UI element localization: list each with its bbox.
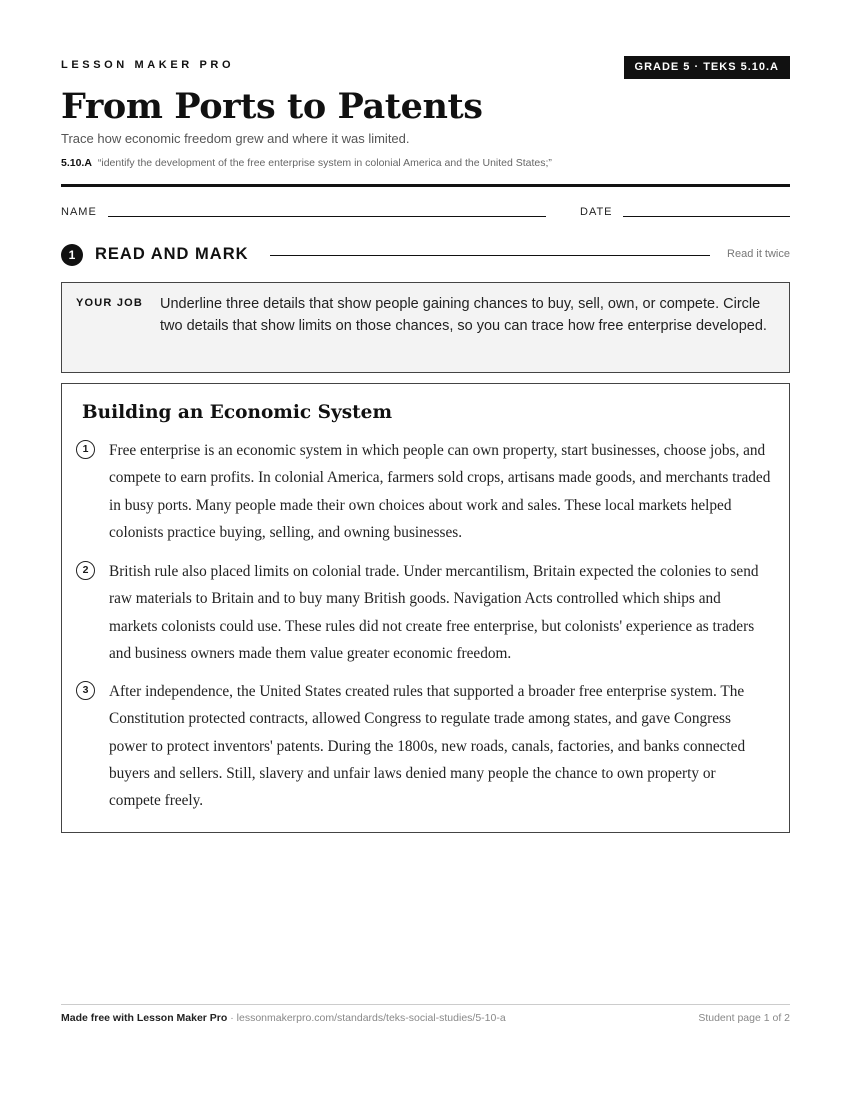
page-title: From Ports to Patents: [61, 86, 483, 127]
paragraph-number: 1: [76, 440, 95, 459]
instructions-text: Underline three details that show people gaining chances to buy, sell, own, or compete. Circle two details that show limits on those chances, so you can trace how free enterprise developed.: [160, 296, 767, 334]
header-bar: [61, 56, 790, 78]
paragraph-text: British rule also placed limits on colonial trade. Under mercantilism, Britain expected the colonies to send raw materials to Britain and to buy many British goods. Navigation Acts controlled which ships and markets colonists could use. These rules did not create free enterprise, but colonists' experience as traders and business owners made them value greater economic freedom.: [109, 563, 759, 662]
section-note: Read it twice: [727, 248, 790, 260]
footer-page-number: Student page 1 of 2: [698, 1012, 790, 1024]
section-header: [61, 244, 790, 266]
paragraph-number: 3: [76, 681, 95, 700]
instructions-box: [61, 282, 790, 373]
paragraph-text: After independence, the United States created rules that supported a broader free enterprise system. The Constitution protected contracts, allowed Congress to regulate trade among states, and gave Congress power to protect inventors' patents. During the 1800s, new roads, canals, factories, and banks connected buyers and sellers. Still, slavery and unfair laws denied many people the chance to own property or compete freely.: [109, 683, 746, 810]
grade-badge: GRADE 5 · TEKS 5.10.A: [624, 56, 790, 79]
page-subtitle: Trace how economic freedom grew and where it was limited.: [61, 131, 410, 146]
name-field[interactable]: [108, 216, 546, 217]
paragraph-text: Free enterprise is an economic system in which people can own property, start businesses, choose jobs, and compete to earn profits. In colonial America, farmers sold crops, artisans made goods, and merchants traded in busy ports. Many people made their own choices about work and sales. These local markets helped colonists practice buying, selling, and owning businesses.: [109, 442, 771, 541]
brand-name: LESSON MAKER PRO: [61, 59, 235, 71]
date-field[interactable]: [623, 216, 790, 217]
standard-code: 5.10.A: [61, 157, 92, 169]
section-title: READ AND MARK: [95, 245, 249, 263]
footer-divider: [61, 1004, 790, 1005]
header-divider: [61, 184, 790, 187]
date-label: DATE: [580, 206, 613, 218]
reading-passage: [61, 383, 790, 833]
standard-text: “identify the development of the free enterprise system in colonial America and the United States;”: [97, 157, 552, 169]
worksheet-page: [61, 0, 790, 1100]
name-label: NAME: [61, 206, 97, 218]
step-number-badge: 1: [61, 244, 83, 266]
footer-url[interactable]: · lessonmakerpro.com/standards/teks-social-studies/5-10-a: [227, 1012, 506, 1024]
passage-title: Building an Economic System: [82, 402, 393, 423]
section-divider: [270, 255, 710, 256]
paragraph-number: 2: [76, 561, 95, 580]
footer-made-with: Made free with Lesson Maker Pro: [61, 1012, 228, 1024]
instructions-label: YOUR JOB: [76, 297, 144, 309]
standard-line: [61, 157, 552, 169]
footer-credit: [61, 1012, 506, 1024]
